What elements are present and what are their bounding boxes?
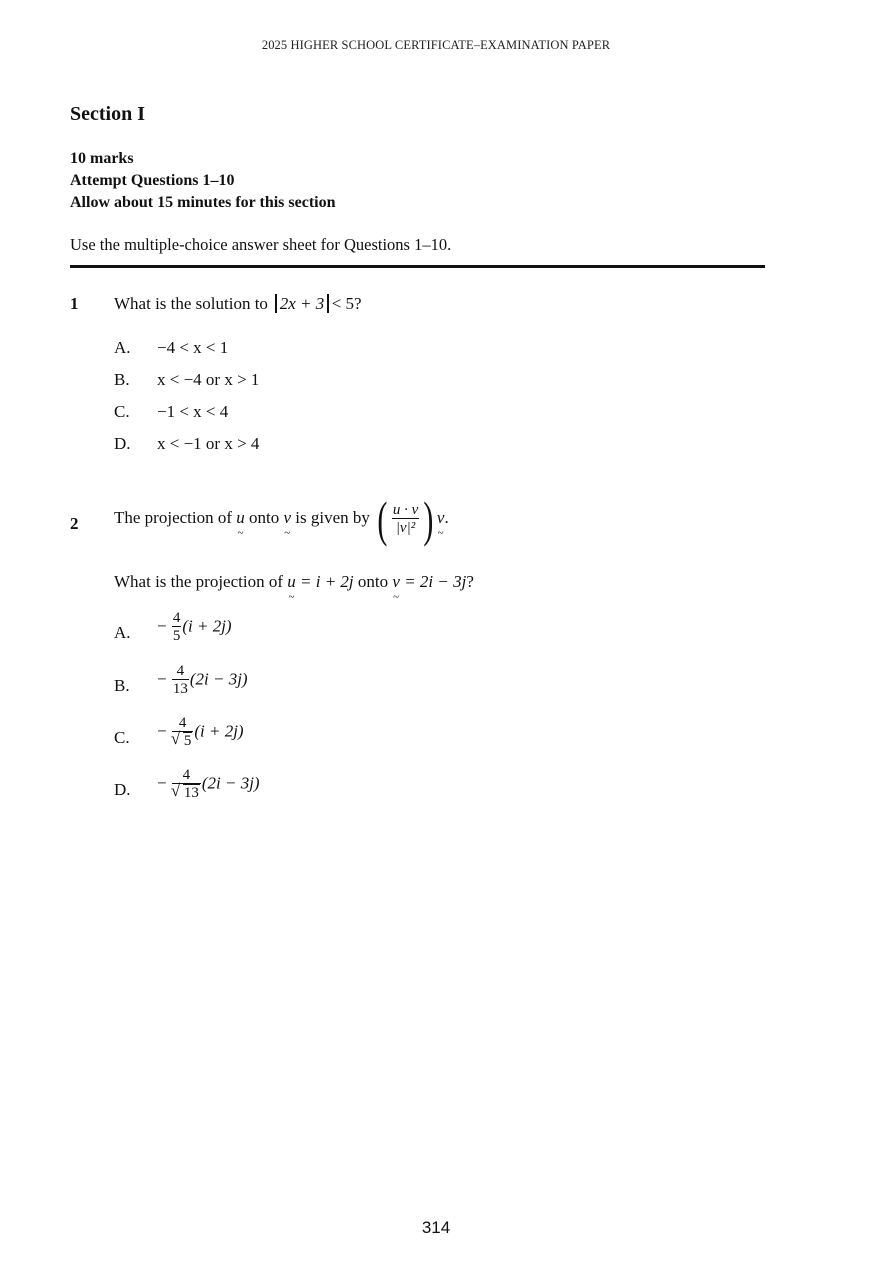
section-attempt: Attempt Questions 1–10 (70, 172, 235, 189)
section-marks: 10 marks (70, 150, 134, 167)
coefficient-numerator: 4 (178, 715, 187, 731)
vector-v-definition: = 2i − 3j (404, 572, 467, 591)
option-label: B. (114, 676, 130, 695)
question-1-inequality: < 5? (331, 294, 362, 313)
question-2-stem: The projection of u ~ onto v ~ is given by ( $\frac{u \cdot v}{\text{|v|²}}$ ) v ~. (114, 494, 449, 544)
vector-expression: (2i − 3j) (201, 773, 260, 793)
option-a-text: −4 < x < 1 (157, 338, 229, 357)
question-1-stem-text: What is the solution to (114, 294, 268, 313)
vector-expression: (i + 2j) (182, 616, 232, 636)
question-number: 2 (70, 514, 79, 533)
vector-expression: (2i − 3j) (189, 669, 248, 689)
coefficient-numerator: 4 (172, 610, 181, 626)
question-number: 1 (70, 294, 79, 313)
option-b-expression: − $\frac{4}{13}$ (2i − 3j) (157, 663, 248, 697)
square-root-icon (173, 732, 193, 750)
square-root-icon (173, 784, 200, 802)
coefficient-numerator: 4 (182, 767, 191, 783)
page-header: 2025 HIGHER SCHOOL CERTIFICATE–EXAMINATION PAPER (261, 38, 611, 52)
section-title: Section I (70, 103, 145, 125)
section-allow-time: Allow about 15 minutes for this section (70, 194, 336, 211)
option-c-text: −1 < x < 4 (157, 402, 229, 421)
stem-text: onto (357, 572, 389, 591)
coefficient-denominator: 13 (183, 785, 199, 801)
option-label: A. (114, 623, 131, 642)
coefficient-denominator: 5 (183, 733, 192, 749)
vector-expression: (i + 2j) (194, 721, 244, 741)
formula-denominator: |v|² (392, 518, 419, 537)
vector-v: v ~ (284, 508, 292, 528)
vector-v: v ~ (437, 508, 445, 528)
stem-text: is given by (295, 507, 370, 527)
option-d-expression: − 4 √ 13 (2i − 3j) (157, 767, 260, 802)
option-b-text: x < −4 or x > 1 (157, 370, 260, 389)
stem-text: The projection of (114, 507, 233, 527)
formula-numerator: u · v (392, 501, 419, 518)
vector-v: v ~ (392, 572, 400, 592)
option-label: D. (114, 434, 131, 453)
vector-u-definition: = i + 2j (300, 572, 354, 591)
option-a-expression: − $\frac{4}{5}$ (i + 2j) (157, 610, 232, 644)
option-label: A. (114, 338, 131, 357)
vector-u: u ~ (287, 572, 296, 592)
section-divider (70, 265, 765, 268)
stem-text: onto (249, 507, 280, 527)
right-paren: ) (423, 491, 434, 547)
question-2-subquestion (114, 572, 474, 592)
option-label: D. (114, 780, 131, 799)
page-number: 314 (421, 1218, 451, 1237)
question-1-expression: 2x + 3 (279, 294, 325, 313)
abs-value-bar-right (327, 294, 329, 313)
coefficient-numerator: 4 (176, 663, 185, 679)
option-c-expression: − 4 √ 5 (i + 2j) (157, 715, 244, 750)
option-label: C. (114, 728, 130, 747)
coefficient-denominator: 13 (172, 681, 188, 697)
option-label: B. (114, 370, 130, 389)
section-instruction: Use the multiple-choice answer sheet for Questions 1–10. (70, 235, 452, 254)
question-mark: ? (466, 572, 474, 591)
stem-text: What is the projection of (114, 572, 284, 591)
question-1-stem (114, 294, 362, 314)
left-paren: ( (377, 491, 388, 547)
vector-u: u ~ (236, 508, 245, 528)
projection-formula-fraction (392, 502, 419, 537)
coefficient-denominator: 5 (172, 628, 181, 644)
option-label: C. (114, 402, 130, 421)
option-d-text: x < −1 or x > 4 (157, 434, 260, 453)
abs-value-bar-left (275, 294, 277, 313)
